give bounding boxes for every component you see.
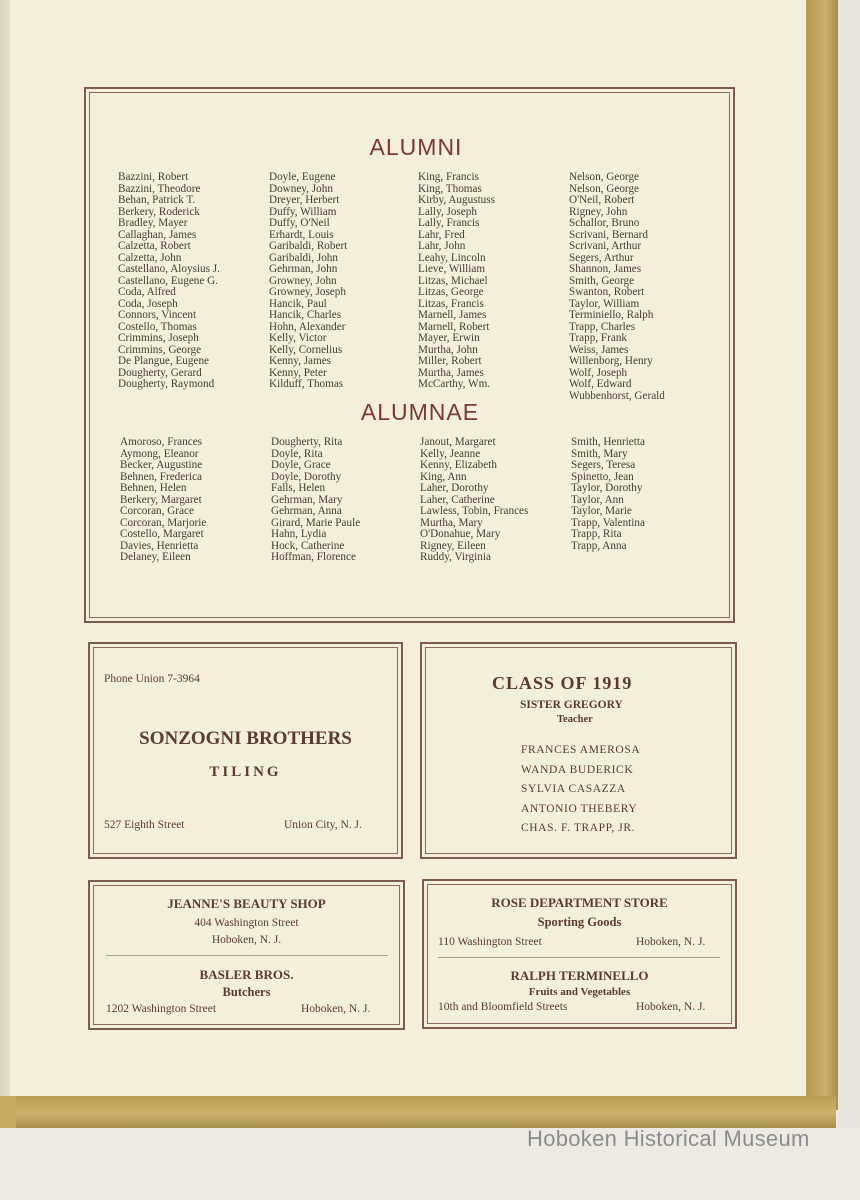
alumni-name: Trapp, Charles xyxy=(569,320,636,333)
alumnae-name: Corcoran, Marjorie xyxy=(120,516,207,529)
alumni-name: Miller, Robert xyxy=(418,355,482,367)
alumni-name: Hancik, Charles xyxy=(269,309,342,321)
gold-cover-edge-right xyxy=(806,0,838,1110)
alumni-name: Lieve, William xyxy=(418,263,486,275)
alumni-name: Duffy, William xyxy=(269,205,337,218)
alumni-name: Castellano, Aloysius J. xyxy=(118,263,220,275)
alumnae-name: Corcoran, Grace xyxy=(120,505,194,517)
alumni-name: Kelly, Victor xyxy=(269,332,327,344)
alumni-name: Garibaldi, John xyxy=(269,251,338,264)
alumni-name: Kelly, Cornelius xyxy=(269,343,343,356)
jeanne-name: JEANNE'S BEAUTY SHOP xyxy=(167,896,326,911)
alumnae-name: Smith, Henrietta xyxy=(571,436,645,448)
alumnae-column-1 xyxy=(120,437,206,564)
alumni-name: Growney, John xyxy=(269,274,337,287)
class-1919-title: CLASS OF 1919 xyxy=(492,673,633,693)
alumni-name: Downey, John xyxy=(269,182,333,195)
alumni-name: Taylor, William xyxy=(569,297,640,310)
sonzogni-city: Union City, N. J. xyxy=(284,819,362,831)
jeanne-basler-divider xyxy=(106,955,388,956)
alumni-title: ALUMNI xyxy=(369,134,463,160)
alumni-column-4 xyxy=(569,172,665,402)
class-1919-members xyxy=(521,741,640,839)
class-1919-member: SYLVIA CASAZZA xyxy=(521,783,626,795)
terminello-address: 10th and Bloomfield Streets xyxy=(438,1001,568,1013)
alumnae-column-3 xyxy=(420,437,528,564)
alumnae-name: Behnen, Frederica xyxy=(120,470,203,483)
alumni-name: Kenny, Peter xyxy=(269,366,327,379)
alumnae-name: Segers, Teresa xyxy=(571,459,636,471)
basler-trade: Butchers xyxy=(222,985,271,999)
alumnae-name: Lawless, Tobin, Frances xyxy=(420,505,529,517)
alumni-name: Kenny, James xyxy=(269,355,332,367)
sonzogni-address: 527 Eighth Street xyxy=(104,819,185,831)
class-1919-member: WANDA BUDERICK xyxy=(521,763,634,776)
background-right xyxy=(838,0,860,1200)
alumni-name: Dougherty, Gerard xyxy=(118,366,202,379)
alumni-name: Segers, Arthur xyxy=(569,251,634,264)
alumnae-name: Amoroso, Frances xyxy=(120,436,203,448)
class-1919-member: FRANCES AMEROSA xyxy=(521,744,641,756)
alumni-name: O'Neil, Robert xyxy=(569,194,635,206)
alumni-name: Calzetta, Robert xyxy=(118,240,191,252)
alumni-name: Costello, Thomas xyxy=(118,320,197,333)
alumni-name: Lahr, John xyxy=(418,240,466,252)
alumnae-name: Doyle, Dorothy xyxy=(271,470,342,483)
alumnae-name: Davies, Henrietta xyxy=(120,539,199,552)
alumnae-name: Laher, Dorothy xyxy=(420,482,489,494)
class-1919-member: CHAS. F. TRAPP, JR. xyxy=(521,822,636,834)
alumnae-name: Smith, Mary xyxy=(571,447,628,460)
alumni-name: Swanton, Robert xyxy=(569,286,645,298)
alumni-name: Behan, Patrick T. xyxy=(118,194,196,206)
alumnae-name: O'Donahue, Mary xyxy=(420,528,501,540)
alumnae-name: Girard, Marie Paule xyxy=(271,516,361,529)
rose-address: 110 Washington Street xyxy=(438,936,542,948)
alumni-name: Duffy, O'Neil xyxy=(269,217,330,229)
alumni-name: De Plangue, Eugene xyxy=(118,355,210,367)
alumni-name: Calzetta, John xyxy=(118,251,182,264)
alumni-name: Dreyer, Herbert xyxy=(269,194,340,206)
sonzogni-phone: Phone Union 7-3964 xyxy=(104,673,200,685)
alumni-name: Hohn, Alexander xyxy=(269,320,346,333)
terminello-city: Hoboken, N. J. xyxy=(636,1001,706,1013)
alumnae-name: Taylor, Dorothy xyxy=(571,482,643,494)
alumni-name: Coda, Joseph xyxy=(118,297,178,310)
alumni-name: Wubbenhorst, Gerald xyxy=(569,389,665,402)
alumnae-name: Doyle, Grace xyxy=(271,459,331,471)
alumnae-name: King, Ann xyxy=(420,470,467,483)
terminello-name: RALPH TERMINELLO xyxy=(510,968,649,983)
alumnae-name: Trapp, Anna xyxy=(571,539,627,552)
class-1919-member: ANTONIO THEBERY xyxy=(521,802,638,815)
rose-city: Hoboken, N. J. xyxy=(636,936,706,948)
rose-terminello-divider xyxy=(438,957,720,958)
alumnae-name: Janout, Margaret xyxy=(420,436,496,448)
alumni-name: Rigney, John xyxy=(569,205,628,218)
alumnae-name: Laher, Catherine xyxy=(420,493,495,506)
alumni-name: Connors, Vincent xyxy=(118,309,197,321)
alumnae-name: Gehrman, Anna xyxy=(271,505,342,517)
alumnae-name: Rigney, Eileen xyxy=(420,539,486,552)
alumni-column-1 xyxy=(118,172,220,391)
alumni-name: Murtha, James xyxy=(418,366,484,379)
alumnae-name: Aymong, Eleanor xyxy=(120,447,199,460)
rose-name: ROSE DEPARTMENT STORE xyxy=(491,895,668,910)
jeanne-city: Hoboken, N. J. xyxy=(211,934,282,946)
alumnae-name: Spinetto, Jean xyxy=(571,470,634,483)
alumni-name: Marnell, James xyxy=(418,309,487,321)
alumnae-name: Hock, Catherine xyxy=(271,539,345,552)
alumnae-name: Delaney, Eileen xyxy=(120,551,191,563)
alumni-name: Litzas, Francis xyxy=(418,297,484,310)
alumni-name: Wolf, Edward xyxy=(569,378,632,390)
alumni-name: Bazzini, Robert xyxy=(118,171,189,183)
alumni-name: Nelson, George xyxy=(569,182,640,195)
alumni-name: Litzas, George xyxy=(418,286,484,298)
alumnae-name: Taylor, Marie xyxy=(571,505,632,517)
alumni-name: Lally, Francis xyxy=(418,217,480,229)
alumni-name: King, Francis xyxy=(418,171,479,183)
basler-name: BASLER BROS. xyxy=(199,967,294,982)
alumni-name: Lally, Joseph xyxy=(418,205,477,218)
alumni-name: Wolf, Joseph xyxy=(569,366,628,379)
jeanne-address: 404 Washington Street xyxy=(194,917,299,929)
alumni-name: Mayer, Erwin xyxy=(418,332,480,344)
alumni-name: Kirby, Augustuss xyxy=(418,194,495,206)
alumnae-name: Murtha, Mary xyxy=(420,516,483,529)
gold-cover-corner xyxy=(0,1096,16,1130)
alumni-name: Gehrman, John xyxy=(269,263,338,275)
alumnae-name: Ruddy, Virginia xyxy=(420,551,491,563)
alumni-name: Doyle, Eugene xyxy=(269,171,336,183)
alumni-name: Murtha, John xyxy=(418,343,478,356)
alumni-name: Hancik, Paul xyxy=(269,297,327,310)
alumni-name: Berkery, Roderick xyxy=(118,205,200,218)
alumni-name: Leahy, Lincoln xyxy=(418,251,486,264)
alumnae-name: Hahn, Lydia xyxy=(271,528,327,540)
alumni-name: Garibaldi, Robert xyxy=(269,240,348,252)
alumnae-name: Taylor, Ann xyxy=(571,493,624,506)
alumni-name: Crimmins, George xyxy=(118,343,202,356)
alumni-name: King, Thomas xyxy=(418,182,482,195)
alumni-name: Scrivani, Bernard xyxy=(569,228,648,241)
alumni-name: Bazzini, Theodore xyxy=(118,182,201,195)
rose-trade: Sporting Goods xyxy=(537,915,622,929)
alumnae-column-2 xyxy=(271,437,360,564)
alumni-name: Castellano, Eugene G. xyxy=(118,274,219,287)
class-1919-teacher-name: SISTER GREGORY xyxy=(520,699,623,711)
alumnae-name: Kelly, Jeanne xyxy=(420,447,481,460)
alumni-name: Bradley, Mayer xyxy=(118,217,188,229)
alumni-name: Litzas, Michael xyxy=(418,274,488,287)
alumni-name: Crimmins, Joseph xyxy=(118,332,199,344)
alumnae-name: Hoffman, Florence xyxy=(271,551,356,563)
alumni-column-3 xyxy=(418,172,495,391)
alumni-name: Shannon, James xyxy=(569,263,642,275)
alumni-name: Callaghan, James xyxy=(118,228,197,241)
alumnae-name: Dougherty, Rita xyxy=(271,436,343,448)
alumnae-name: Kenny, Elizabeth xyxy=(420,459,497,471)
alumni-name: Nelson, George xyxy=(569,171,640,183)
alumni-name: Dougherty, Raymond xyxy=(118,378,215,390)
alumni-name: McCarthy, Wm. xyxy=(418,378,491,390)
alumnae-name: Behnen, Helen xyxy=(120,482,187,494)
alumnae-name: Trapp, Valentina xyxy=(571,516,645,529)
alumnae-name: Berkery, Margaret xyxy=(120,493,202,506)
alumni-name: Smith, George xyxy=(569,274,635,287)
alumni-name: Weiss, James xyxy=(569,343,629,356)
alumnae-title: ALUMNAE xyxy=(360,399,480,425)
terminello-trade: Fruits and Vegetables xyxy=(528,986,631,998)
alumnae-name: Costello, Margaret xyxy=(120,528,204,540)
alumni-name: Trapp, Frank xyxy=(569,332,628,344)
alumni-name: Lahr, Fred xyxy=(418,228,465,241)
alumnae-name: Doyle, Rita xyxy=(271,447,323,460)
gold-cover-edge-bottom xyxy=(14,1096,836,1128)
alumni-name: Terminiello, Ralph xyxy=(569,309,654,321)
alumni-name: Kilduff, Thomas xyxy=(269,378,344,390)
watermark: Hoboken Historical Museum xyxy=(527,1126,810,1151)
alumni-name: Schallor, Bruno xyxy=(569,217,640,229)
alumni-name: Marnell, Robert xyxy=(418,320,490,333)
alumnae-name: Gehrman, Mary xyxy=(271,493,343,506)
alumni-name: Coda, Alfred xyxy=(118,286,176,298)
class-1919-teacher-label: Teacher xyxy=(557,714,593,725)
sonzogni-name: SONZOGNI BROTHERS xyxy=(139,728,352,749)
alumnae-name: Falls, Helen xyxy=(271,482,326,494)
alumnae-name: Becker, Augustine xyxy=(120,459,203,471)
alumni-name: Scrivani, Arthur xyxy=(569,240,642,252)
basler-city: Hoboken, N. J. xyxy=(301,1003,371,1015)
alumni-name: Erhardt, Louis xyxy=(269,228,334,241)
alumni-column-2 xyxy=(269,172,347,391)
alumnae-column-4 xyxy=(571,437,645,552)
alumni-name: Willenborg, Henry xyxy=(569,355,653,367)
basler-address: 1202 Washington Street xyxy=(106,1003,217,1015)
sonzogni-trade: TILING xyxy=(209,764,282,780)
alumni-name: Growney, Joseph xyxy=(269,286,346,298)
alumnae-name: Trapp, Rita xyxy=(571,528,622,540)
